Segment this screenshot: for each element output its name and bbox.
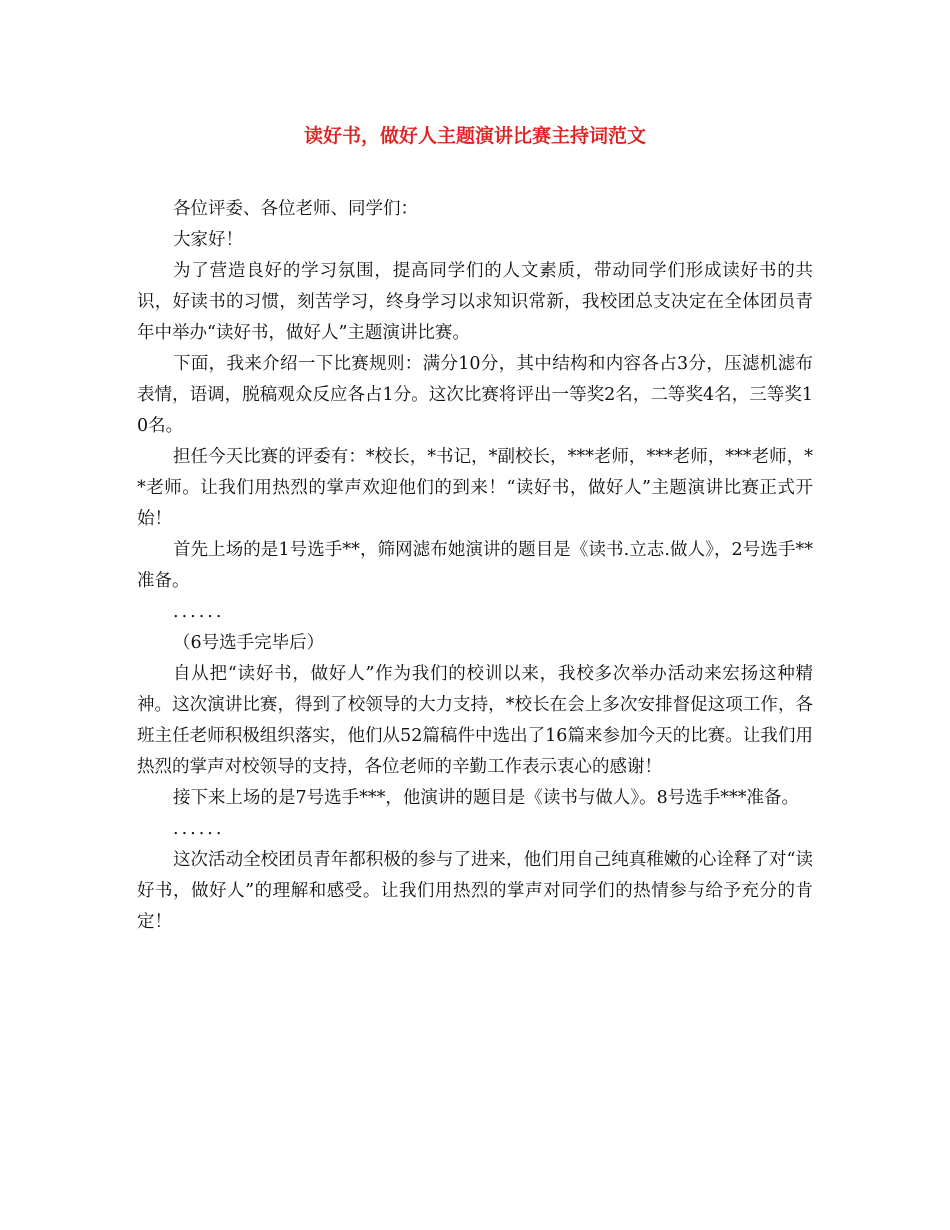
intro-paragraph: 为了营造良好的学习氛围，提高同学们的人文素质，带动同学们形成读好书的共识，好读书的习惯，刻苦学习，终身学习以求知识常新，我校团总支决定在全体团员青年中举办“读好书，做好人”主题演讲比赛。 [137, 261, 813, 343]
rules-paragraph: 下面，我来介绍一下比赛规则：满分10分，其中结构和内容各占3分，压滤机滤布表情，语调，脱稿观众反应各占1分。这次比赛将评出一等奖2名，二等奖4名，三等奖10名。 [137, 354, 813, 436]
after-contestant-six-note: （6号选手完毕后） [173, 633, 325, 653]
document-title: 读好书，做好人主题演讲比赛主持词范文 [303, 125, 646, 147]
ellipsis-paragraph: ...... [173, 602, 225, 622]
judges-paragraph: 担任今天比赛的评委有：*校长，*书记，*副校长，***老师，***老师，***老师，**老师。让我们用热烈的掌声欢迎他们的到来！“读好书，做好人”主题演讲比赛正式开始！ [137, 447, 813, 529]
first-contestant-paragraph: 首先上场的是1号选手**，筛网滤布她演讲的题目是《读书.立志.做人》，2号选手**准备。 [137, 540, 813, 591]
closing-paragraph: 这次活动全校团员青年都积极的参与了进来，他们用自己纯真稚嫩的心诠释了对“读好书，做好人”的理解和感受。让我们用热烈的掌声对同学们的热情参与给予充分的肯定！ [137, 850, 813, 932]
document-body [137, 194, 813, 938]
greeting-paragraph: 各位评委、各位老师、同学们： [173, 199, 418, 219]
hello-paragraph: 大家好！ [173, 230, 243, 250]
school-motto-paragraph: 自从把“读好书，做好人”作为我们的校训以来，我校多次举办活动来宏扬这种精神。这次演讲比赛，得到了校领导的大力支持，*校长在会上多次安排督促这项工作，各班主任老师积极组织落实，他们从52篇稿件中选出了16篇来参加今天的比赛。让我们用热烈的掌声对校领导的支持，各位老师的辛勤工作表示衷心的感谢！ [137, 664, 813, 777]
seventh-contestant-paragraph: 接下来上场的是7号选手***，他演讲的题目是《读书与做人》。8号选手***准备。 [173, 788, 800, 808]
ellipsis-paragraph: ...... [173, 819, 225, 839]
